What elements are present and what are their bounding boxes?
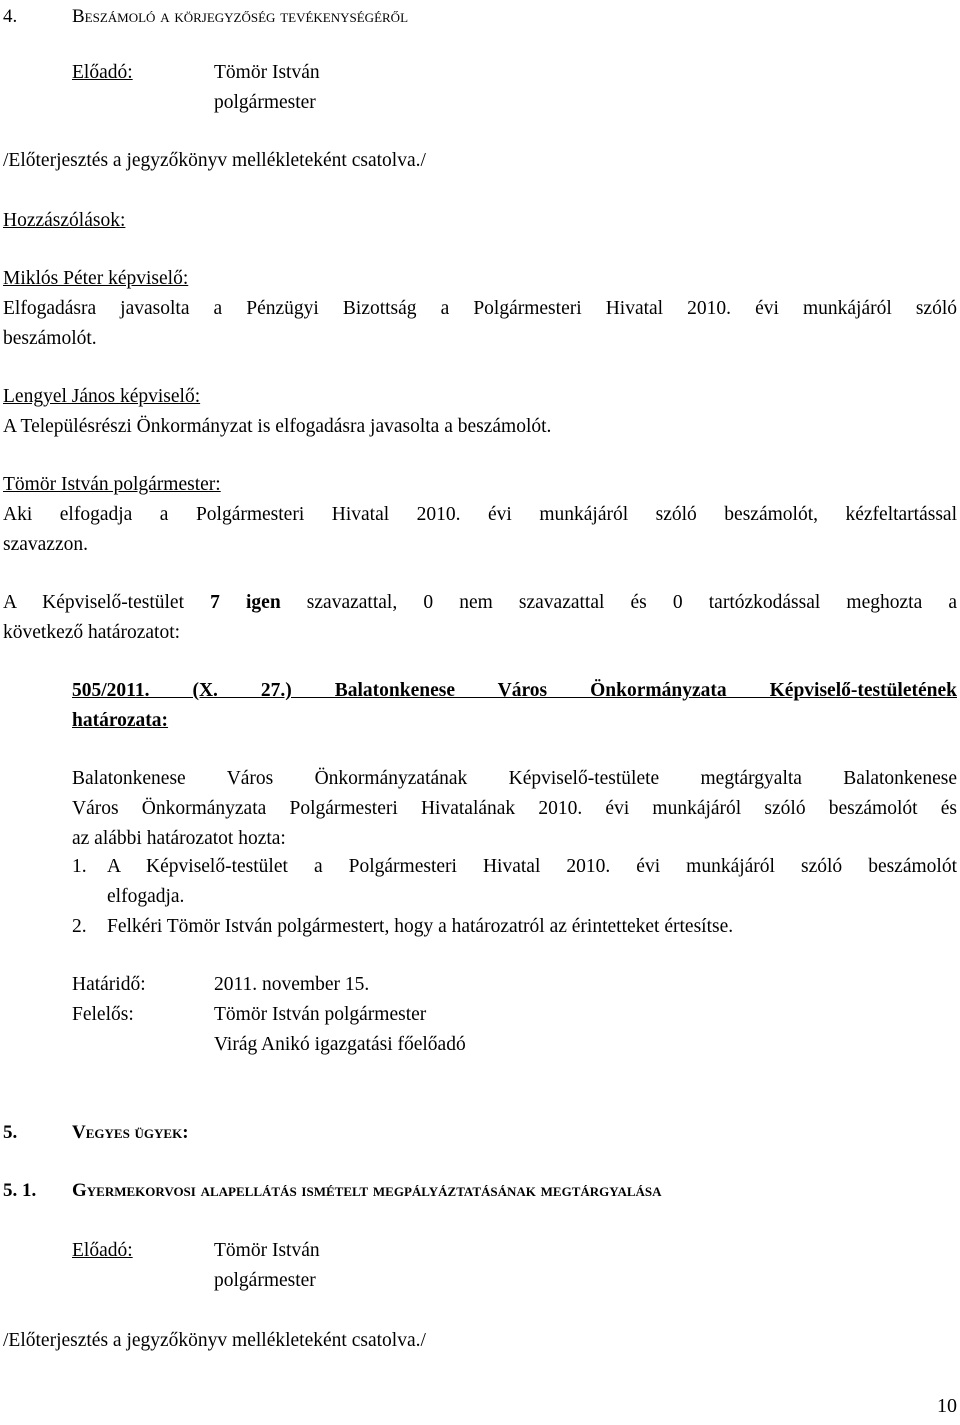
item-1-line1: A Képviselő-testület a Polgármesteri Hivatal 2010. évi munkájáról szóló beszámolót [107, 856, 957, 877]
speaker-miklos-peter: Miklós Péter képviselő: [3, 268, 189, 289]
speaker-tomor-text-line1: Aki elfogadja a Polgármesteri Hivatal 2010. évi munkájáról szóló beszámolót, kézfeltartással [3, 504, 957, 525]
responsible-value-2: Virág Anikó igazgatási főelőadó [214, 1034, 466, 1055]
section-5-heading [3, 1118, 957, 1147]
section-4-presenter [72, 58, 957, 87]
speaker-miklos-text-line2: beszámolót. [3, 328, 97, 349]
responsible-value-1: Tömör István polgármester [214, 1004, 427, 1025]
attachment-note: /Előterjesztés a jegyzőkönyv mellékleteként csatolva./ [3, 150, 426, 171]
item-2-text: Felkéri Tömör István polgármestert, hogy a határozatról az érintetteket értesítse. [107, 916, 734, 937]
resolution-title-line2: határozata: [72, 710, 169, 731]
section-4-heading [3, 2, 957, 31]
section-5-1-presenter [72, 1236, 957, 1265]
vote-yes-word: igen [246, 592, 281, 613]
presenter-role-5-1: polgármester [214, 1270, 316, 1291]
section-4-presenter-role [72, 88, 957, 117]
speaker-miklos-text-line1: Elfogadásra javasolta a Pénzügyi Bizottság a Polgármesteri Hivatal 2010. évi munkájáról szóló [3, 298, 957, 319]
item-1-number: 1. [72, 856, 87, 877]
section-4-number: 4. [3, 6, 18, 27]
comments-heading: Hozzászólások: [3, 210, 126, 231]
attachment-note-5-1: /Előterjesztés a jegyzőkönyv mellékleteként csatolva./ [3, 1330, 426, 1351]
section-5-1-presenter-role [72, 1266, 957, 1295]
presenter-name: Tömör István [214, 62, 320, 83]
deadline-label: Határidő: [72, 974, 146, 995]
resolution-body-line1: Balatonkenese Város Önkormányzatának Képviselő-testülete megtárgyalta Balatonkenese [72, 768, 957, 789]
deadline-row [72, 970, 957, 999]
resolution-item-2 [72, 912, 957, 941]
vote-result-line2: következő határozatot: [3, 622, 181, 643]
section-5-number: 5. [3, 1122, 18, 1143]
section-5-1-title: Gyermekorvosi alapellátás ismételt megpályáztatásának megtárgyalása [72, 1180, 662, 1201]
resolution-item-1 [72, 852, 957, 881]
section-5-1-heading [3, 1176, 957, 1205]
resolution-title-line1: 505/2011. (X. 27.) Balatonkenese Város Önkormányzata Képviselő-testületének [72, 680, 957, 701]
item-1-line2: elfogadja. [107, 886, 185, 907]
vote-result-line1 [3, 588, 957, 617]
section-5-title: Vegyes ügyek: [72, 1122, 189, 1143]
presenter-name-5-1: Tömör István [214, 1240, 320, 1261]
resolution-body-line3: az alábbi határozatot hozta: [72, 828, 286, 849]
presenter-label-5-1: Előadó: [72, 1240, 133, 1261]
responsible-label: Felelős: [72, 1004, 134, 1025]
speaker-lengyel-janos: Lengyel János képviselő: [3, 386, 201, 407]
section-4-title: Beszámoló a körjegyzőség tevékenységéről [72, 6, 409, 27]
presenter-label: Előadó: [72, 62, 133, 83]
speaker-tomor-istvan: Tömör István polgármester: [3, 474, 221, 495]
section-5-1-number: 5. 1. [3, 1180, 37, 1201]
page-number: 10 [937, 1395, 957, 1417]
speaker-lengyel-text: A Településrészi Önkormányzat is elfogadásra javasolta a beszámolót. [3, 416, 552, 437]
presenter-role: polgármester [214, 92, 316, 113]
resolution-body-line2: Város Önkormányzata Polgármesteri Hivatalának 2010. évi munkájáról szóló beszámolót és [72, 798, 957, 819]
speaker-tomor-text-line2: szavazzon. [3, 534, 88, 555]
deadline-value: 2011. november 15. [214, 974, 370, 995]
vote-yes-count: 7 [210, 592, 220, 613]
vote-pre: A Képviselő-testület [3, 592, 211, 613]
responsible-row [72, 1000, 957, 1029]
item-2-number: 2. [72, 916, 87, 937]
document-page [3, 0, 957, 1425]
vote-rest: szavazattal, 0 nem szavazattal és 0 tartózkodással meghozta a [280, 592, 958, 613]
